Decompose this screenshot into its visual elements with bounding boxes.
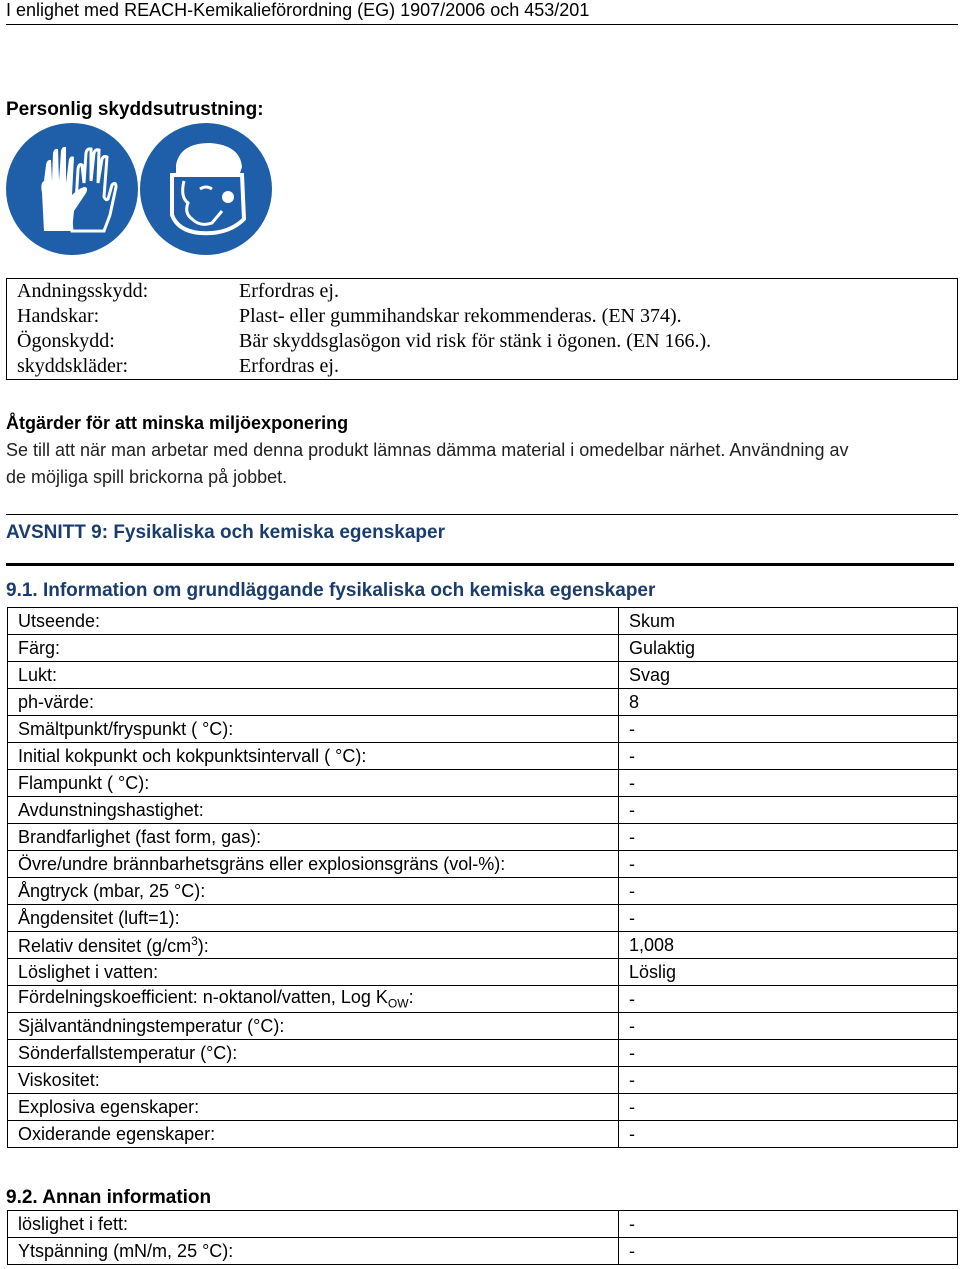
prop-value: - xyxy=(619,986,958,1013)
table-row xyxy=(8,770,958,797)
prop-value: Skum xyxy=(619,608,958,635)
ppe-value: Erfordras ej. xyxy=(239,280,339,302)
table-row xyxy=(8,1121,958,1148)
prop-value: - xyxy=(619,905,958,932)
ppe-title: Personlig skyddsutrustning: xyxy=(6,99,264,120)
section9-1-title: 9.1. Information om grundläggande fysikaliska och kemiska egenskaper xyxy=(6,580,656,601)
prop-value: - xyxy=(619,1094,958,1121)
prop-label: Övre/undre brännbarhetsgräns eller explosionsgräns (vol-%): xyxy=(8,851,619,878)
gloves-icon xyxy=(6,123,138,255)
section9-2-title: 9.2. Annan information xyxy=(6,1187,212,1208)
prop-label: Självantändningstemperatur (°C): xyxy=(8,1013,619,1040)
prop-value: 1,008 xyxy=(619,932,958,959)
prop-label: Löslighet i vatten: xyxy=(8,959,619,986)
section9-rule xyxy=(6,563,954,566)
prop-value: - xyxy=(619,824,958,851)
prop-label-sup: 3 xyxy=(191,933,198,948)
table-row xyxy=(8,1040,958,1067)
table-row xyxy=(8,797,958,824)
face-shield-icon xyxy=(140,123,272,255)
prop-value: - xyxy=(619,743,958,770)
prop-label-text: Relativ densitet (g/cm xyxy=(18,935,192,956)
env-text-line2: de möjliga spill brickorna på jobbet. xyxy=(6,467,288,487)
prop-label: Sönderfallstemperatur (°C): xyxy=(8,1040,619,1067)
table-row xyxy=(8,689,958,716)
prop-label: Brandfarlighet (fast form, gas): xyxy=(8,824,619,851)
prop-label: Oxiderande egenskaper: xyxy=(8,1121,619,1148)
prop-label: Färg: xyxy=(8,635,619,662)
prop-value: - xyxy=(619,797,958,824)
table-row xyxy=(8,878,958,905)
ppe-row xyxy=(7,329,958,354)
ppe-value: Bär skyddsglasögon vid risk för stänk i ögonen. (EN 166.). xyxy=(239,330,712,352)
prop-value: - xyxy=(619,770,958,797)
table-row xyxy=(8,716,958,743)
prop-label-text: Fördelningskoefficient: n-oktanol/vatten, Log K xyxy=(18,987,388,1008)
prop-value: Gulaktig xyxy=(619,635,958,662)
table-row xyxy=(8,932,958,959)
ppe-row xyxy=(7,304,958,329)
prop-value: Löslig xyxy=(619,959,958,986)
prop-value: - xyxy=(619,851,958,878)
env-text-line1: Se till att när man arbetar med denna produkt lämnas dämma material i omedelbar närhet. Användning av xyxy=(6,440,849,460)
prop-value: - xyxy=(619,1121,958,1148)
table-row xyxy=(8,662,958,689)
prop-label-end: : xyxy=(408,987,414,1008)
table-row xyxy=(8,1238,958,1265)
prop-label: Lukt: xyxy=(8,662,619,689)
document-header: I enlighet med REACH-Kemikalieförordning (EG) 1907/2006 och 453/201 xyxy=(6,0,590,20)
table-row xyxy=(8,1211,958,1238)
table-row xyxy=(8,824,958,851)
prop-label: Ytspänning (mN/m, 25 °C): xyxy=(8,1238,619,1265)
ppe-row xyxy=(7,279,958,305)
prop-label: Flampunkt ( °C): xyxy=(8,770,619,797)
ppe-label: Andningsskydd: xyxy=(17,280,149,302)
prop-value: - xyxy=(619,1040,958,1067)
properties-table xyxy=(7,607,958,1148)
prop-value: - xyxy=(619,878,958,905)
prop-label xyxy=(8,986,619,1013)
prop-value: 8 xyxy=(619,689,958,716)
prop-value: - xyxy=(619,1067,958,1094)
table-row xyxy=(8,905,958,932)
table-row xyxy=(8,608,958,635)
prop-label: Avdunstningshastighet: xyxy=(8,797,619,824)
table-row xyxy=(8,986,958,1013)
prop-value: - xyxy=(619,1013,958,1040)
table-row xyxy=(8,1067,958,1094)
table-row xyxy=(8,635,958,662)
prop-label: Smältpunkt/fryspunkt ( °C): xyxy=(8,716,619,743)
prop-label-end: ): xyxy=(197,935,209,956)
prop-label: Explosiva egenskaper: xyxy=(8,1094,619,1121)
prop-label: ph-värde: xyxy=(8,689,619,716)
ppe-label: Ögonskydd: xyxy=(17,330,115,352)
prop-value: - xyxy=(619,716,958,743)
ppe-row xyxy=(7,354,958,380)
table-row xyxy=(8,851,958,878)
prop-label xyxy=(8,932,619,959)
header-divider xyxy=(6,24,958,25)
table-row xyxy=(8,959,958,986)
prop-label-sub: OW xyxy=(387,996,409,1011)
prop-value: Svag xyxy=(619,662,958,689)
table-row xyxy=(8,743,958,770)
prop-label: Viskositet: xyxy=(8,1067,619,1094)
prop-label: Ångtryck (mbar, 25 °C): xyxy=(8,878,619,905)
prop-value: - xyxy=(619,1238,958,1265)
prop-value: - xyxy=(619,1211,958,1238)
ppe-label: Handskar: xyxy=(17,305,100,327)
ppe-label: skyddskläder: xyxy=(17,355,129,377)
ppe-table xyxy=(6,278,958,380)
env-title: Åtgärder för att minska miljöexponering xyxy=(6,413,349,433)
ppe-value: Erfordras ej. xyxy=(239,355,339,377)
prop-label: Ångdensitet (luft=1): xyxy=(8,905,619,932)
table-row xyxy=(8,1094,958,1121)
table-row xyxy=(8,1013,958,1040)
prop-label: Initial kokpunkt och kokpunktsintervall ( °C): xyxy=(8,743,619,770)
prop-label: Utseende: xyxy=(8,608,619,635)
prop-label: löslighet i fett: xyxy=(8,1211,619,1238)
section-divider xyxy=(6,514,958,515)
other-info-table xyxy=(7,1210,958,1265)
section9-title: AVSNITT 9: Fysikaliska och kemiska egenskaper xyxy=(6,522,445,543)
ppe-value: Plast- eller gummihandskar rekommenderas. (EN 374). xyxy=(239,305,682,327)
